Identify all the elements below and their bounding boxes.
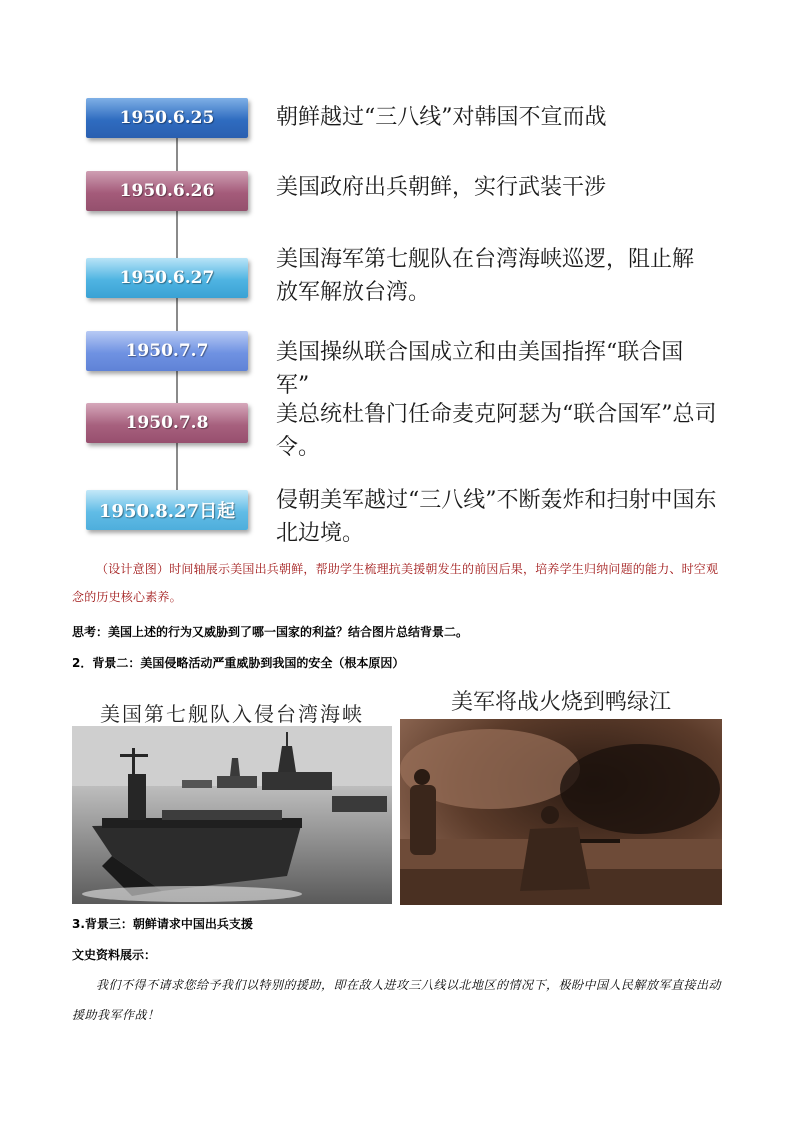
timeline-event-2: 美国政府出兵朝鲜，实行武装干涉 <box>276 175 607 200</box>
timeline-date-1: 1950.6.25 <box>86 98 248 138</box>
timeline-date-6: 1950.8.27日起 <box>86 490 248 530</box>
timeline-event-4: 美国操纵联合国成立和由美国指挥“联合国军” <box>276 340 684 398</box>
historical-quote: 我们不得不请求您给予我们以特别的援助，即在敌人进攻三八线以北地区的情况下，极盼中国人民解放军直接出动援助我军作战！ <box>72 978 722 1022</box>
timeline-date-3: 1950.6.27 <box>86 258 248 298</box>
timeline-event-5: 美总统杜鲁门任命麦克阿瑟为“联合国军”总司令。 <box>276 402 717 460</box>
think-question: 思考：美国上述的行为又威胁到了哪一国家的利益？结合图片总结背景二。 <box>72 625 469 639</box>
material-label: 文史资料展示： <box>72 948 157 962</box>
photo-war-caption: 美军将战火烧到鸭绿江 <box>450 690 671 715</box>
timeline-event-1: 朝鲜越过“三八线”对韩国不宣而战 <box>276 105 607 130</box>
photo-fleet-taiwan-strait <box>72 690 392 904</box>
timeline-event-3: 美国海军第七舰队在台湾海峡巡逻，阻止解放军解放台湾。 <box>276 247 695 305</box>
timeline-event-6: 侵朝美军越过“三八线”不断轰炸和扫射中国东北边境。 <box>276 488 717 546</box>
background-three-heading: 3.背景三：朝鲜请求中国出兵支援 <box>72 917 253 931</box>
design-intent-note: （设计意图）时间轴展示美国出兵朝鲜，帮助学生梳理抗美援朝发生的前因后果，培养学生归纳问题的能力、时空观念的历史核心素养。 <box>72 562 719 604</box>
battlefield-image <box>400 719 722 905</box>
timeline-date-4: 1950.7.7 <box>86 331 248 371</box>
fleet-image <box>72 726 392 904</box>
background-two-heading: 2．背景二：美国侵略活动严重威胁到我国的安全（根本原因） <box>72 656 405 670</box>
timeline-date-2: 1950.6.26 <box>86 171 248 211</box>
photo-war-yalu-river <box>400 685 722 905</box>
photo-fleet-caption: 美国第七舰队入侵台湾海峡 <box>100 702 364 726</box>
timeline-date-5: 1950.7.8 <box>86 403 248 443</box>
